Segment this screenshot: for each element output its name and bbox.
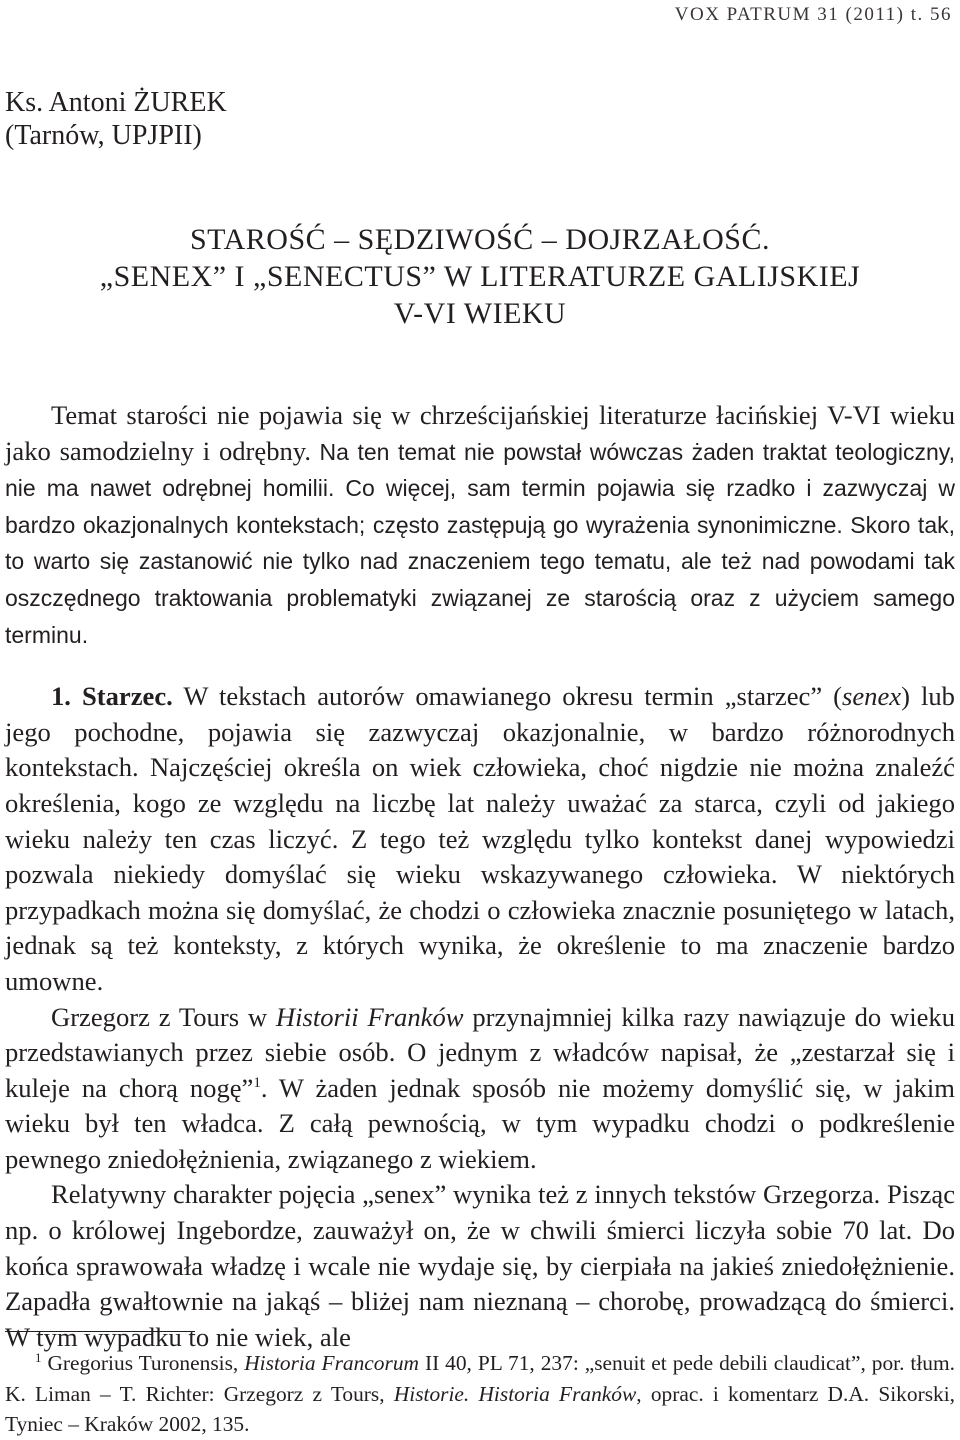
- article-title: [0, 221, 960, 332]
- footnote-reference[interactable]: 1: [253, 1074, 261, 1091]
- footnote-divider: [5, 1331, 195, 1332]
- intro-paragraph: [5, 398, 955, 653]
- footnote-work-2: Historie. Historia Franków: [393, 1381, 637, 1406]
- intro-sentence-1: Temat starości nie pojawia się w chrześcijańskiej literaturze łacińskiej V-VI wieku jako samodzielny i odrębny.: [5, 400, 955, 466]
- section-1-text-b: ) lub jego pochodne, pojawia się zazwyczaj okazjonalnie, w bardzo różnorodnych kontekstach. Najczęściej określa on wiek człowieka, choć nigdzie nie można znaleźć określenia, kogo ze względu na liczbę lat należy uważać za starca, czyli od jakiego wieku należy ten czas liczyć. Z tego też względu tylko kontekst danej wypowiedzi pozwala niekiedy domyślać się wieku wskazywanego człowieka. W niektórych przypadkach można się domyślać, że chodzi o człowieka znacznie posuniętego w latach, jednak są też konteksty, z których wynika, że określenie to ma znaczenie bardzo umowne.: [5, 681, 955, 996]
- section-1-heading: 1. Starzec.: [51, 681, 173, 712]
- title-line-2: „SENEX” I „SENECTUS” W LITERATURZE GALIJSKIEJ: [99, 260, 861, 293]
- author-affiliation: (Tarnów, UPJPII): [5, 120, 202, 151]
- footnote-1: [5, 1348, 955, 1440]
- paragraph-4: Relatywny charakter pojęcia „senex” wynika też z innych tekstów Grzegorza. Pisząc np. o królowej Ingebordze, zauważył on, że w chwili śmierci liczyła sobie 70 lat. Do końca sprawowała władzę i wcale nie wydaje się, by cierpiała na jakieś zniedołężnienie. Zapadła gwałtownie na jakąś – bliżej nam nieznaną – chorobę, prowadzącą do śmierci. W tym wypadku to nie wiek, ale: [5, 1179, 955, 1352]
- footnote-number: 1: [35, 1349, 42, 1365]
- title-line-3: V-VI WIEKU: [393, 297, 567, 330]
- para-3-text-a: Grzegorz z Tours w: [51, 1001, 276, 1032]
- running-header: VOX PATRUM 31 (2011) t. 56: [674, 4, 952, 25]
- section-1-term: senex: [842, 681, 902, 712]
- author-block: [5, 86, 227, 152]
- article-body: [5, 398, 955, 1355]
- intro-sentences-3: Skoro tak, to warto się zastanowić nie tylko nad znaczeniem tego tematu, ale też nad powodami tak oszczędnego traktowania problematyki związanej ze starością oraz z użyciem samego terminu.: [5, 511, 955, 648]
- para-3-text-b: przynajmniej kilka razy nawiązuje do wieku przedstawianych przez siebie osób. O jednym z władców napisał, że „zestarzał się i kuleje na chorą nogę”: [5, 1001, 955, 1103]
- para-3-work-title: Historii Franków: [275, 1001, 464, 1032]
- para-3-text-c: . W żaden jednak sposób nie możemy domyślić się, w jakim wieku był ten władca. Z całą pewnością, w tym wypadku chodzi o podkreślenie pewnego zniedołężnienia, związanego z wiekiem.: [5, 1072, 955, 1174]
- section-1-text-a: W tekstach autorów omawianego okresu termin „starzec” (: [172, 681, 843, 712]
- paragraph-3: [5, 1000, 955, 1178]
- title-line-1: STAROŚĆ – SĘDZIWOŚĆ – DOJRZAŁOŚĆ.: [190, 223, 770, 256]
- footnote-work-1: Historia Francorum: [244, 1351, 419, 1375]
- section-1-paragraph: [5, 679, 955, 999]
- footnote-text-a: Gregorius Turonensis,: [41, 1351, 245, 1375]
- footnote-text-c: , oprac. i komentarz D.A. Sikorski, Tyniec – Kraków 2002, 135.: [5, 1381, 956, 1436]
- footnote-text-b: II 40, PL 71, 237: „senuit et pede debili claudicat”, por. tłum. K. Liman – T. Richter: Grzegorz z Tours,: [5, 1351, 955, 1406]
- author-name: Ks. Antoni ŻUREK: [5, 87, 227, 118]
- intro-sentences-2: Na ten temat nie powstał wówczas żaden traktat teologiczny, nie ma nawet odrębnej homilii. Co więcej, sam termin pojawia się rzadko i zazwyczaj w bardzo okazjonalnych kontekstach; często zastępują go wyrażenia synonimiczne.: [5, 438, 955, 538]
